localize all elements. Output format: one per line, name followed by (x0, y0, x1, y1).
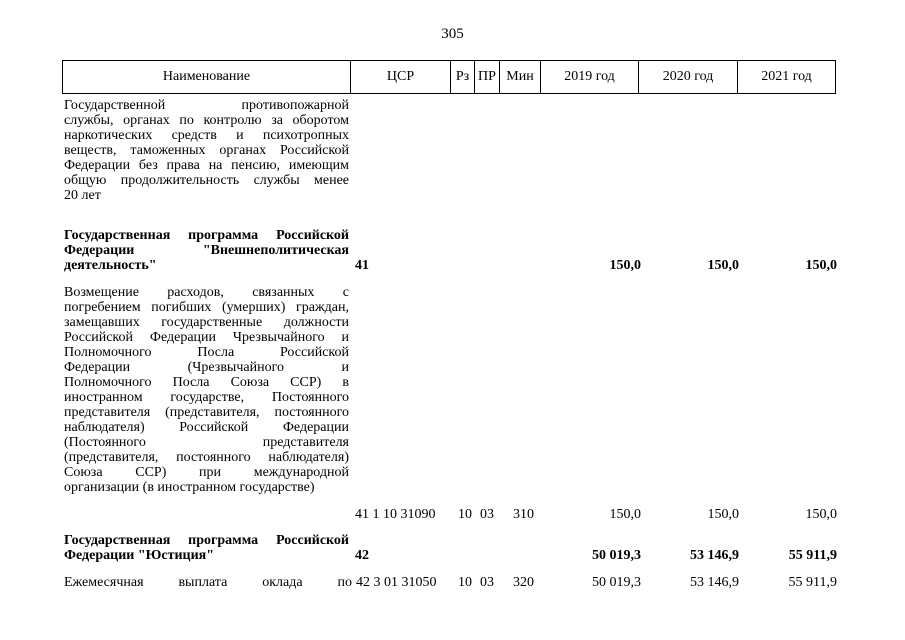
name-line: замещавших государственные должности (64, 315, 349, 330)
row-pr: 03 (480, 575, 494, 590)
header-csr: ЦСР (386, 69, 415, 84)
name-line: (Постоянного представителя (64, 435, 349, 450)
name-line: 20 лет (64, 188, 101, 203)
header-pr: ПР (478, 69, 496, 84)
name-line: наркотических средств и психотропных (64, 128, 349, 143)
row-name (64, 575, 352, 590)
name-line: веществ, таможенных органах Российской (64, 143, 349, 158)
row-rz: 10 (458, 575, 472, 590)
row-2020: 150,0 (707, 507, 739, 522)
row-name (64, 533, 349, 563)
row-2021: 150,0 (805, 507, 837, 522)
row-2020: 150,0 (707, 258, 739, 273)
row-2019: 150,0 (609, 507, 641, 522)
name-line: Полномочного Посла Российской (64, 345, 349, 360)
row-2021: 150,0 (805, 258, 837, 273)
row-min: 310 (513, 507, 534, 522)
name-line: представителя (представителя, постоянного (64, 405, 349, 420)
name-line: (представителя, постоянного наблюдателя) (64, 450, 349, 465)
name-line: деятельность" (64, 258, 157, 273)
row-csr: 42 3 01 31050 (356, 575, 437, 590)
row-csr: 42 (355, 548, 369, 563)
row-csr: 41 1 10 31090 (355, 507, 436, 522)
header-2021: 2021 год (761, 69, 812, 84)
row-pr: 03 (480, 507, 494, 522)
name-line: Федерации "Внешнеполитическая (64, 243, 349, 258)
row-2020: 53 146,9 (690, 575, 739, 590)
name-line: Ежемесячная выплата оклада по (64, 575, 352, 590)
row-2021: 55 911,9 (788, 575, 837, 590)
name-line: общую продолжительность службы менее (64, 173, 349, 188)
header-2020: 2020 год (662, 69, 714, 84)
row-name (64, 228, 349, 273)
row-rz: 10 (458, 507, 472, 522)
name-line: Полномочного Посла Союза ССР) в (64, 375, 349, 390)
row-name (64, 285, 349, 495)
row-csr: 41 (355, 258, 369, 273)
name-line: Государственная программа Российской (64, 228, 349, 243)
name-line: службы, органах по контролю за оборотом (64, 113, 349, 128)
name-line: организации (в иностранном государстве) (64, 480, 315, 495)
name-line: Государственной противопожарной (64, 98, 349, 113)
row-2020: 53 146,9 (690, 548, 739, 563)
name-line: иностранном государстве, Постоянного (64, 390, 349, 405)
name-line: Государственная программа Российской (64, 533, 349, 548)
name-line: Возмещение расходов, связанных с (64, 285, 349, 300)
name-line: Федерации без права на пенсию, имеющим (64, 158, 349, 173)
table-header (62, 60, 836, 94)
name-line: Союза ССР) при международной (64, 465, 349, 480)
page-number: 305 (441, 26, 464, 42)
header-min: Мин (506, 69, 534, 84)
name-line: Федерации "Юстиция" (64, 548, 215, 563)
row-2021: 55 911,9 (788, 548, 837, 563)
name-line: Российской Федерации Чрезвычайного и (64, 330, 349, 345)
row-2019: 50 019,3 (592, 575, 641, 590)
name-line: наблюдателя) Российской Федерации (64, 420, 349, 435)
name-line: Федерации (Чрезвычайного и (64, 360, 349, 375)
row-name (64, 98, 349, 203)
row-2019: 50 019,3 (592, 548, 641, 563)
name-line: погребением погибших (умерших) граждан, (64, 300, 349, 315)
row-2019: 150,0 (609, 258, 641, 273)
header-name: Наименование (162, 69, 251, 84)
row-min: 320 (513, 575, 534, 590)
header-2019: 2019 год (564, 69, 615, 84)
header-rz: Рз (455, 69, 470, 84)
